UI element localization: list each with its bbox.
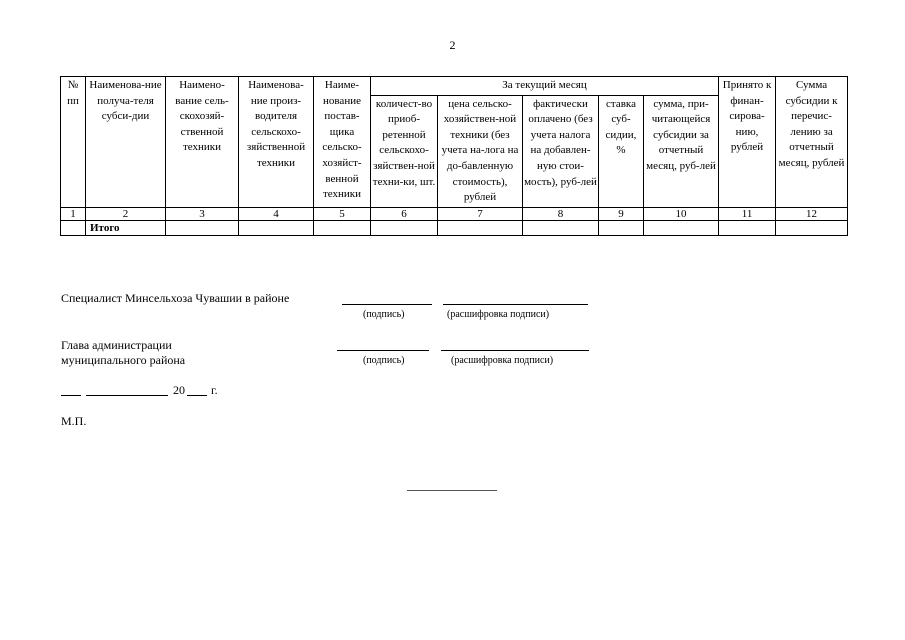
total-cell-empty [438,220,523,235]
column-number: 2 [86,207,166,220]
total-cell-empty [239,220,314,235]
header-col-10: сумма, при-читающейся субсидии за отчетный месяц, руб-лей [644,95,719,207]
column-number: 11 [719,207,776,220]
specialist-signature-caption: (подпись) [363,309,405,320]
head-signature-line [337,350,429,351]
total-cell-empty [599,220,644,235]
date-year-suffix: г. [211,383,218,397]
date-month-line [86,395,168,396]
column-number: 7 [438,207,523,220]
column-number-row [61,207,848,220]
column-number: 12 [776,207,848,220]
column-number: 4 [239,207,314,220]
total-cell-empty [776,220,848,235]
date-year-prefix: 20 [173,383,185,397]
specialist-title: Специалист Минсельхоза Чувашии в районе [61,291,290,305]
header-col-12: Сумма субсидии к перечис-лению за отчетный месяц, рублей [776,77,848,208]
head-title-line1: Глава администрации [61,338,172,352]
header-col-2: Наименова-ние получа-теля субси-дии [86,77,166,208]
stamp-label: М.П. [61,414,87,428]
head-decoding-line [441,350,589,351]
head-title-line2: муниципального района [61,353,186,367]
header-col-11: Принято к финан-сирова-нию, рублей [719,77,776,208]
page-number: 2 [449,38,456,52]
subsidy-table [60,76,848,236]
specialist-decoding-line [443,304,588,305]
head-decoding-caption: (расшифровка подписи) [451,355,554,366]
header-col-3: Наимено-вание сель-скохозяй-ственной техники [166,77,239,208]
total-cell-empty [61,220,86,235]
total-cell-empty [644,220,719,235]
header-col-6: количест-во приоб-ретенной сельскохо-зяйствен-ной техни-ки, шт. [371,95,438,207]
total-label: Итого [86,220,166,235]
header-col-1: № пп [61,77,86,208]
column-number: 6 [371,207,438,220]
column-number: 10 [644,207,719,220]
footer-divider [407,490,497,491]
header-col-9: ставка суб-сидии, % [599,95,644,207]
header-group-current-month: За текущий месяц [371,77,719,96]
total-cell-empty [314,220,371,235]
column-number: 5 [314,207,371,220]
date-year-line [187,395,207,396]
total-cell-empty [166,220,239,235]
date-day-line [61,395,81,396]
column-number: 9 [599,207,644,220]
header-col-7: цена сельско-хозяйствен-ной техники (без учета на-лога на до-бавленную стоимость), рублей [438,95,523,207]
column-number: 1 [61,207,86,220]
total-cell-empty [719,220,776,235]
header-col-8: фактически оплачено (без учета налога на добавлен-ную стои-мость), руб-лей [523,95,599,207]
column-number: 8 [523,207,599,220]
specialist-signature-line [342,304,432,305]
head-signature-caption: (подпись) [363,355,405,366]
header-col-5: Наиме-нование постав-щика сельско-хозяйст-венной техники [314,77,371,208]
total-cell-empty [523,220,599,235]
total-cell-empty [371,220,438,235]
header-row-1 [61,77,848,96]
total-row [61,220,848,235]
column-number: 3 [166,207,239,220]
specialist-decoding-caption: (расшифровка подписи) [447,309,550,320]
header-col-4: Наименова-ние произ-водителя сельскохо-зяйственной техники [239,77,314,208]
